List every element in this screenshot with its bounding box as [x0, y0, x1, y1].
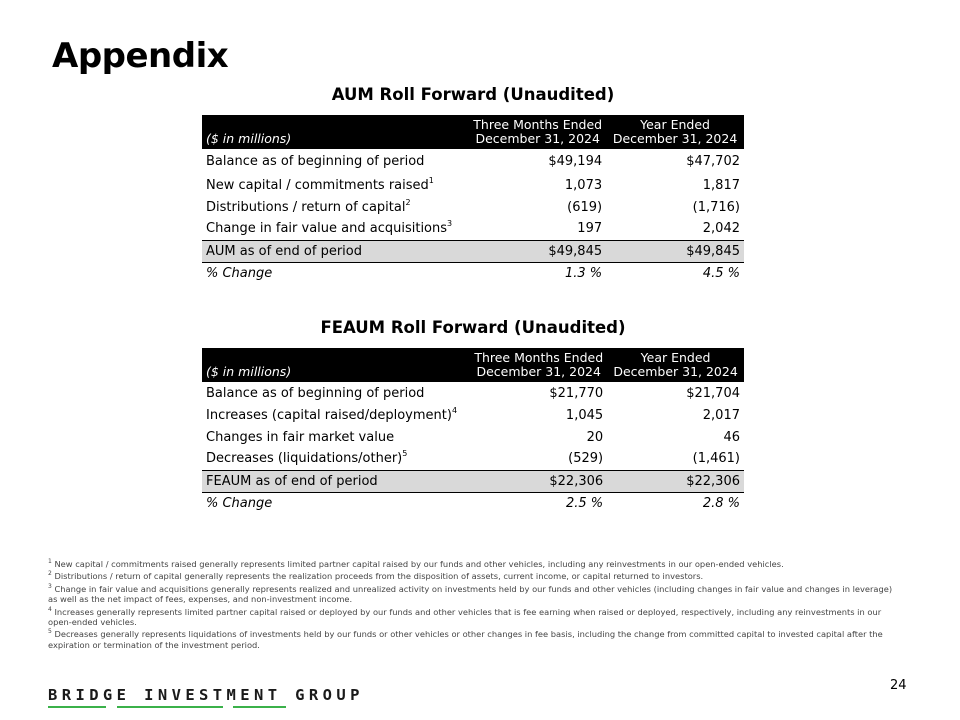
footnote: $^5$ Decreases generally represents liquidations of investments held by our funds or other vehicles or other changes in fee basis, including the change from committed capital to invested capital after the expiration or termination of the investment period. — [48, 628, 883, 650]
page-number: 24 — [890, 678, 907, 693]
footnote-ref: 2 — [405, 197, 411, 207]
row-label: Changes in fair market value — [206, 429, 395, 445]
table-row — [202, 218, 744, 240]
logo-underline — [48, 706, 106, 708]
feaum-col1-line1: Three Months Ended — [474, 350, 604, 365]
aum-col1-line1: Three Months Ended — [473, 117, 603, 132]
feaum-col-three-months — [470, 348, 607, 382]
row-value: 1.3 % — [564, 265, 603, 281]
logo-underline — [233, 706, 286, 708]
footnote-ref: 5 — [402, 449, 408, 459]
footnote-ref: 3 — [447, 219, 453, 229]
aum-col2-line2: December 31, 2024 — [612, 131, 738, 146]
feaum-col2-line2: December 31, 2024 — [613, 364, 738, 379]
row-value: 46 — [723, 429, 740, 445]
total-row — [202, 470, 744, 492]
footnote: $^4$ Increases generally represents limited partner capital raised or deployed by our funds and other vehicles that is fee earning when raised or deployed, respectively, including any reinvestments in our open-ended vehicles. — [48, 605, 882, 628]
row-value: 20 — [586, 429, 604, 445]
row-value: 1,073 — [564, 177, 603, 193]
row-value: $49,845 — [686, 243, 740, 259]
row-value: (619) — [567, 199, 603, 215]
row-value: 2,042 — [702, 221, 740, 237]
row-label: % Change — [206, 265, 273, 281]
row-value: (529) — [568, 451, 604, 467]
pct-change-row — [202, 492, 744, 514]
total-row — [202, 240, 744, 262]
table-row — [202, 404, 744, 426]
table-row — [202, 382, 744, 404]
aum-units-label: ($ in millions) — [206, 131, 292, 146]
row-label: Distributions / return of capital$^2$ — [206, 197, 411, 215]
row-value: (1,716) — [692, 199, 740, 215]
feaum-table — [202, 348, 744, 514]
row-label: New capital / commitments raised$^1$ — [206, 175, 434, 193]
row-value: 2.5 % — [565, 495, 604, 511]
row-value: $49,194 — [548, 154, 603, 169]
aum-col2-line1: Year Ended — [640, 117, 710, 132]
row-value: $21,704 — [686, 385, 740, 401]
row-value: (1,461) — [692, 451, 740, 467]
row-label: Increases (capital raised/deployment)$^4$ — [206, 405, 458, 423]
row-label: Balance as of beginning of period — [206, 385, 425, 401]
footnote: $^2$ Distributions / return of capital generally represents the realization proceeds from the disposition of assets, current income, or capital returned to investors. — [48, 570, 704, 582]
row-label: Balance as of beginning of period — [206, 154, 425, 169]
row-value: 1,817 — [702, 177, 740, 193]
aum-header-row — [202, 115, 744, 149]
table-row — [202, 426, 744, 448]
row-value: $22,306 — [686, 473, 740, 489]
aum-col-three-months — [469, 115, 606, 149]
footnote-ref: 1 — [428, 175, 434, 185]
feaum-col1-line2: December 31, 2024 — [476, 364, 601, 379]
feaum-col-year — [607, 348, 744, 382]
row-value: 4.5 % — [702, 265, 740, 281]
feaum-header-row — [202, 348, 744, 382]
row-value: 197 — [577, 221, 603, 237]
footnote: $^1$ New capital / commitments raised generally represents limited partner capital raised by our funds and other vehicles, including any reinvestments in our open-ended vehicles. — [48, 558, 784, 569]
row-label: Decreases (liquidations/other)$^5$ — [206, 449, 408, 467]
row-label: Change in fair value and acquisitions$^3$ — [206, 219, 453, 237]
aum-col-year — [606, 115, 744, 149]
row-label: FEAUM as of end of period — [206, 473, 378, 489]
aum-col1-line2: December 31, 2024 — [475, 131, 600, 146]
table-row — [202, 196, 744, 218]
row-label: AUM as of end of period — [206, 243, 362, 259]
page-title: Appendix — [52, 36, 229, 76]
feaum-section-title: FEAUM Roll Forward (Unaudited) — [320, 318, 626, 337]
row-value: $21,770 — [549, 385, 604, 401]
feaum-col2-line1: Year Ended — [640, 350, 711, 365]
feaum-units-label: ($ in millions) — [206, 364, 292, 379]
row-value: $49,845 — [548, 243, 603, 259]
row-value: 2,017 — [702, 407, 740, 423]
aum-section-title: AUM Roll Forward (Unaudited) — [331, 85, 615, 104]
table-row — [202, 149, 744, 174]
row-label: % Change — [206, 495, 273, 511]
footnotes — [48, 559, 893, 652]
aum-table — [202, 115, 744, 284]
logo-underline — [117, 706, 223, 708]
row-value: 2.8 % — [702, 495, 740, 511]
table-row — [202, 174, 744, 196]
table-row — [202, 448, 744, 470]
company-logo: BRIDGE INVESTMENT GROUP — [48, 686, 364, 704]
row-value: $47,702 — [686, 154, 740, 169]
row-value: $22,306 — [549, 473, 604, 489]
pct-change-row — [202, 262, 744, 284]
footnote: $^3$ Change in fair value and acquisitions generally represents realized and unrealized activity on investments held by our funds and other vehicles (including changes in fair value and changes in leverage) as well as the net impact of fees, expenses, and non-investment income. — [48, 582, 893, 605]
row-value: 1,045 — [565, 407, 604, 423]
footnote-ref: 4 — [451, 405, 458, 415]
